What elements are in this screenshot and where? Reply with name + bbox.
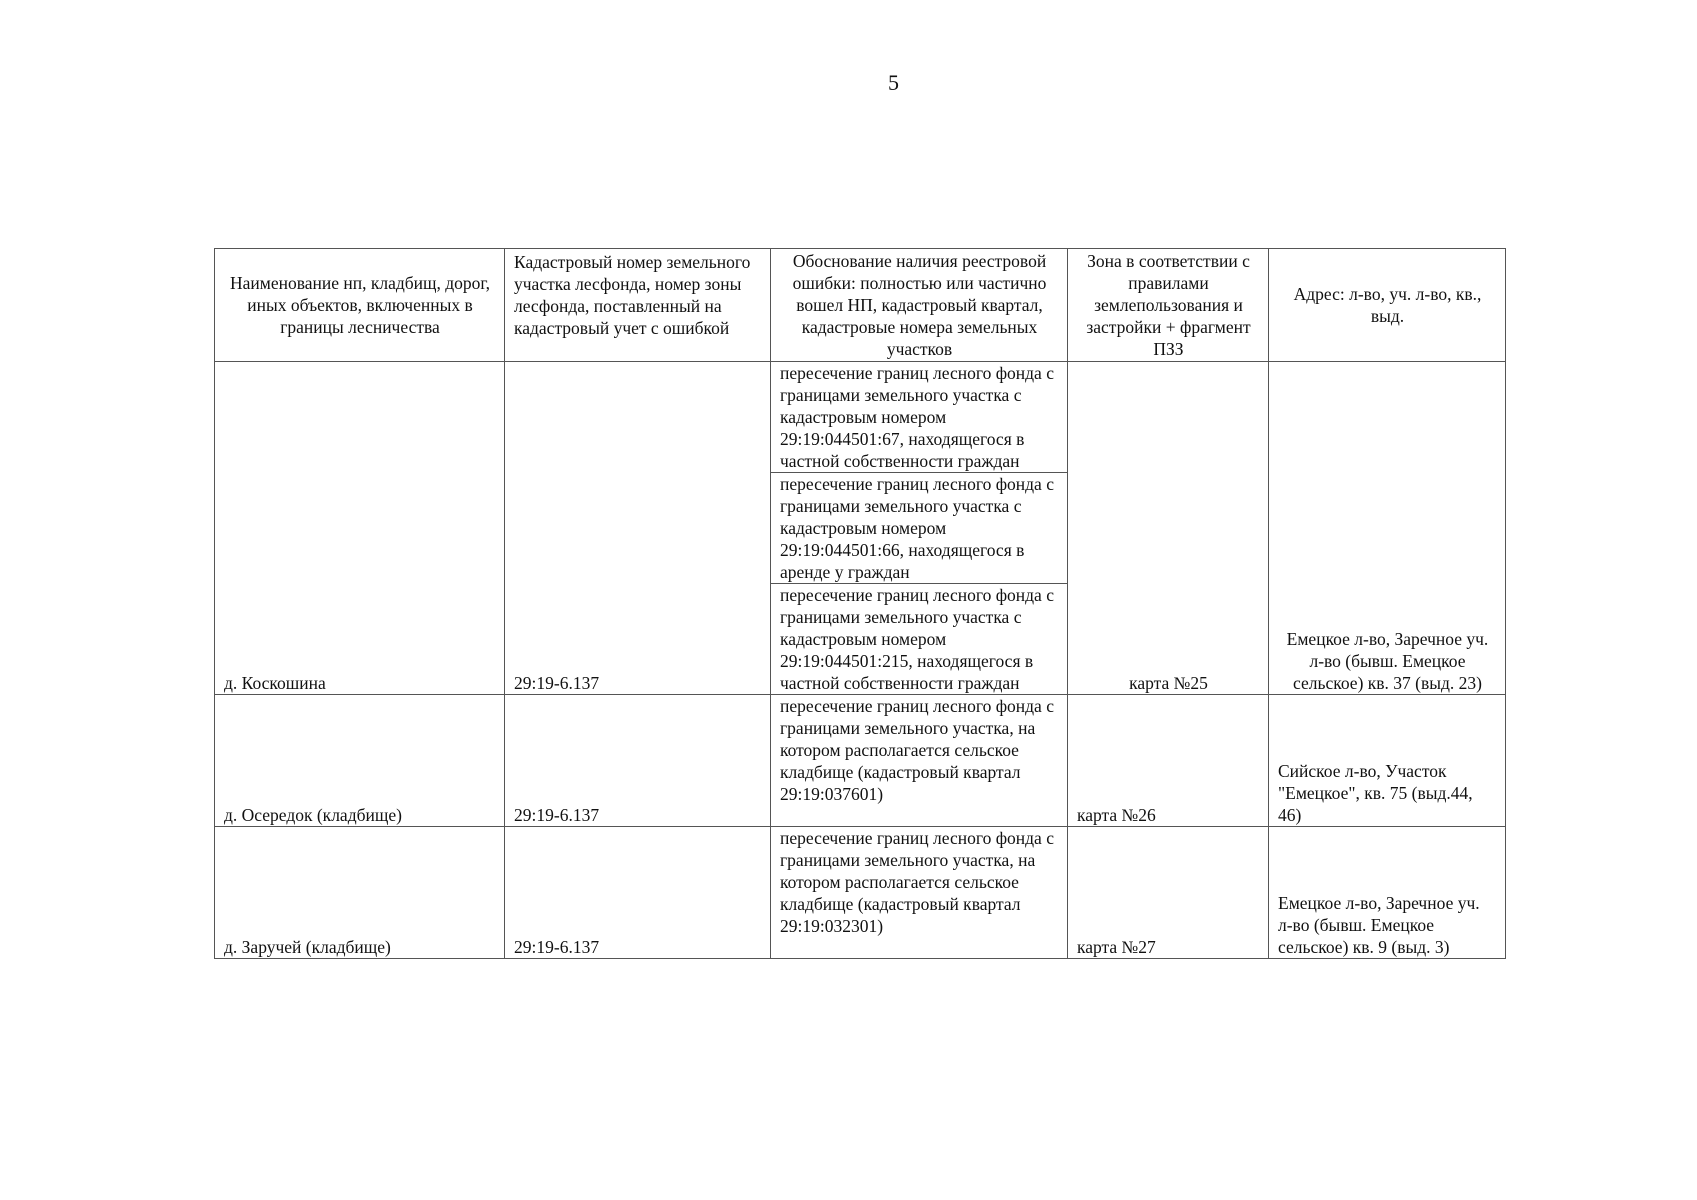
zone-cell: карта №26 [1068,695,1269,827]
basis-cell: пересечение границ лесного фонда с границами земельного участка с кадастровым номером 29:19:044501:67, находящегося в частной собственности граждан [771,362,1068,473]
zone-cell: карта №25 [1068,362,1269,695]
table-row [215,695,1506,827]
table-row [215,827,1506,959]
cadastral-cell: 29:19-6.137 [505,362,771,695]
basis-cell: пересечение границ лесного фонда с границами земельного участка, на котором располагается сельское кладбище (кадастровый квартал 29:19:037601) [771,695,1068,827]
header-cadastral-number: Кадастровый номер земельного участка лесфонда, номер зоны лесфонда, поставленный на кадастровый учет с ошибкой [505,249,771,362]
header-error-basis: Обоснование наличия реестровой ошибки: полностью или частично вошел НП, кадастровый квартал, кадастровые номера земельных участков [771,249,1068,362]
address-cell: Емецкое л-во, Заречное уч. л-во (бывш. Емецкое сельское) кв. 9 (выд. 3) [1269,827,1506,959]
basis-cell: пересечение границ лесного фонда с границами земельного участка, на котором располагается сельское кладбище (кадастровый квартал 29:19:032301) [771,827,1068,959]
basis-cell: пересечение границ лесного фонда с границами земельного участка с кадастровым номером 29:19:044501:215, находящегося в частной собственности граждан [771,584,1068,695]
address-cell: Емецкое л-во, Заречное уч. л-во (бывш. Емецкое сельское) кв. 37 (выд. 23) [1269,362,1506,695]
cadastral-cell: 29:19-6.137 [505,827,771,959]
table-header-row [215,249,1506,362]
object-name-cell: д. Заручей (кладбище) [215,827,505,959]
basis-cell: пересечение границ лесного фонда с границами земельного участка с кадастровым номером 29:19:044501:66, находящегося в аренде у граждан [771,473,1068,584]
zone-cell: карта №27 [1068,827,1269,959]
header-object-name: Наименование нп, кладбищ, дорог, иных объектов, включенных в границы лесничества [215,249,505,362]
header-address: Адрес: л-во, уч. л-во, кв., выд. [1269,249,1506,362]
forest-registry-table [214,248,1506,959]
table-row [215,362,1506,473]
cadastral-cell: 29:19-6.137 [505,695,771,827]
address-cell: Сийское л-во, Участок "Емецкое", кв. 75 (выд.44, 46) [1269,695,1506,827]
object-name-cell: д. Коскошина [215,362,505,695]
header-zone: Зона в соответствии с правилами землепользования и застройки + фрагмент ПЗЗ [1068,249,1269,362]
object-name-cell: д. Осередок (кладбище) [215,695,505,827]
page-number: 5 [888,70,899,95]
